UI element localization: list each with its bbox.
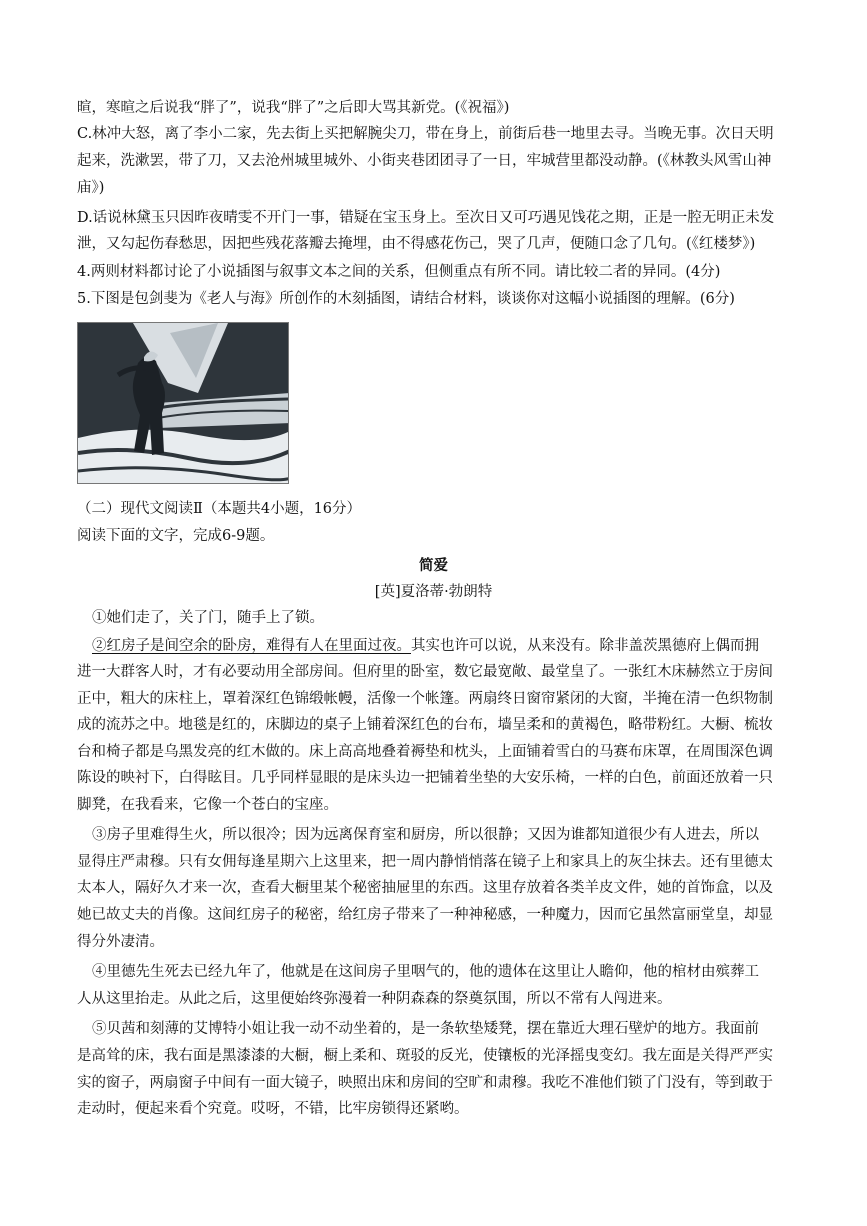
option-c-line-2: 起来，洗漱罢，带了刀，又去沧州城里城外、小街夹巷团团寻了一日，牢城营里都没动静。(《林教头风雪山神 (77, 153, 772, 169)
section-instruction: 阅读下面的文字，完成6-9题。 (77, 528, 275, 544)
paragraph-2-line-1-rest: 其实也许可以说，从来没有。除非盖茨黑德府上偶而拥 (411, 638, 759, 654)
paragraph-5-line-3: 实的窗子，两扇窗子中间有一面大镜子，映照出床和房间的空旷和肃穆。我吃不准他们锁了门没有，等到敢于 (77, 1075, 773, 1091)
option-b-continuation: 暄，寒暄之后说我“胖了”，说我“胖了”之后即大骂其新党。(《祝福》) (77, 100, 510, 116)
paragraph-5-line-2: 是高耸的床，我右面是黑漆漆的大橱，橱上柔和、斑驳的反光，使镶板的光泽摇曳变幻。我左面是关得严严实 (77, 1048, 773, 1064)
option-c-line-1: C.林冲大怒，离了李小二家，先去街上买把解腕尖刀，带在身上，前街后巷一地里去寻。当晚无事。次日天明 (77, 126, 774, 142)
paragraph-4-line-2: 人从这里抬走。从此之后，这里便始终弥漫着一种阴森森的祭奠氛围，所以不常有人闯进来。 (77, 991, 672, 1007)
paragraph-2-line-1 (92, 636, 797, 656)
underlined-sentence: ②红房子是间空余的卧房，难得有人在里面过夜。 (92, 638, 411, 654)
section-title: （二）现代文阅读Ⅱ（本题共4小题，16分） (77, 501, 362, 517)
paragraph-2-line-7: 脚凳，在我看来，它像一个苍白的宝座。 (77, 797, 338, 813)
woodcut-illustration (77, 322, 289, 484)
question-4: 4.两则材料都讨论了小说插图与叙事文本之间的关系，但侧重点有所不同。请比较二者的异同。(4分) (77, 264, 721, 280)
paragraph-1: ①她们走了，关了门，随手上了锁。 (92, 610, 324, 626)
question-5: 5.下图是包剑斐为《老人与海》所创作的木刻插图，请结合材料，谈谈你对这幅小说插图的理解。(6分) (77, 291, 735, 307)
passage-title: 简爱 (419, 557, 448, 574)
option-d-line-1: D.话说林黛玉只因昨夜晴雯不开门一事，错疑在宝玉身上。至次日又可巧遇见饯花之期，正是一腔无明正未发 (77, 210, 775, 226)
paragraph-4-line-1: ④里德先生死去已经九年了，他就是在这间房子里咽气的，他的遗体在这里让人瞻仰，他的棺材由殡葬工 (92, 964, 759, 980)
paragraph-5-line-1: ⑤贝茜和刻薄的艾博特小姐让我一动不动坐着的，是一条软垫矮凳，摆在靠近大理石壁炉的地方。我面前 (92, 1021, 759, 1037)
paragraph-2-line-2: 进一大群客人时，才有必要动用全部房间。但府里的卧室，数它最宽敞、最堂皇了。一张红木床赫然立于房间 (77, 664, 773, 680)
paragraph-2-line-3: 正中，粗大的床柱上，罩着深红色锦缎帐幔，活像一个帐篷。两扇终日窗帘紧闭的大窗，半掩在清一色织物制 (77, 691, 773, 707)
option-d-line-2: 泄，又勾起伤春愁思，因把些残花落瓣去掩埋，由不得感花伤己，哭了几声，便随口念了几句。(《红楼梦》) (77, 236, 756, 252)
paragraph-5-line-4: 走动时，便起来看个究竟。哎呀，不错，比牢房锁得还紧哟。 (77, 1101, 469, 1117)
woodcut-old-man-and-sea-image (78, 323, 289, 484)
paragraph-3-line-2: 显得庄严肃穆。只有女佣每逢星期六上这里来，把一周内静悄悄落在镜子上和家具上的灰尘抹去。还有里德太 (77, 854, 773, 870)
paragraph-2-line-6: 陈设的映衬下，白得眩目。几乎同样显眼的是床头边一把铺着坐垫的大安乐椅，一样的白色，前面还放着一只 (77, 770, 773, 786)
paragraph-3-line-4: 她已故丈夫的肖像。这间红房子的秘密，给红房子带来了一种神秘感，一种魔力，因而它虽然富丽堂皇，却显 (77, 907, 773, 923)
paragraph-2-line-5: 台和椅子都是乌黑发亮的红木做的。床上高高地叠着褥垫和枕头，上面铺着雪白的马赛布床罩，在周围深色调 (77, 744, 773, 760)
paragraph-3-line-5: 得分外凄清。 (77, 934, 164, 950)
paragraph-3-line-1: ③房子里难得生火，所以很冷；因为远离保育室和厨房，所以很静；又因为谁都知道很少有人进去，所以 (92, 827, 759, 843)
passage-author: [英]夏洛蒂·勃朗特 (374, 584, 493, 600)
paragraph-2-line-4: 成的流苏之中。地毯是红的，床脚边的桌子上铺着深红色的台布，墙呈柔和的黄褐色，略带粉红。大橱、梳妆 (77, 717, 773, 733)
option-c-line-3: 庙》) (77, 180, 105, 196)
paragraph-3-line-3: 太本人，隔好久才来一次，查看大橱里某个秘密抽屉里的东西。这里存放着各类羊皮文件，她的首饰盒，以及 (77, 880, 773, 896)
